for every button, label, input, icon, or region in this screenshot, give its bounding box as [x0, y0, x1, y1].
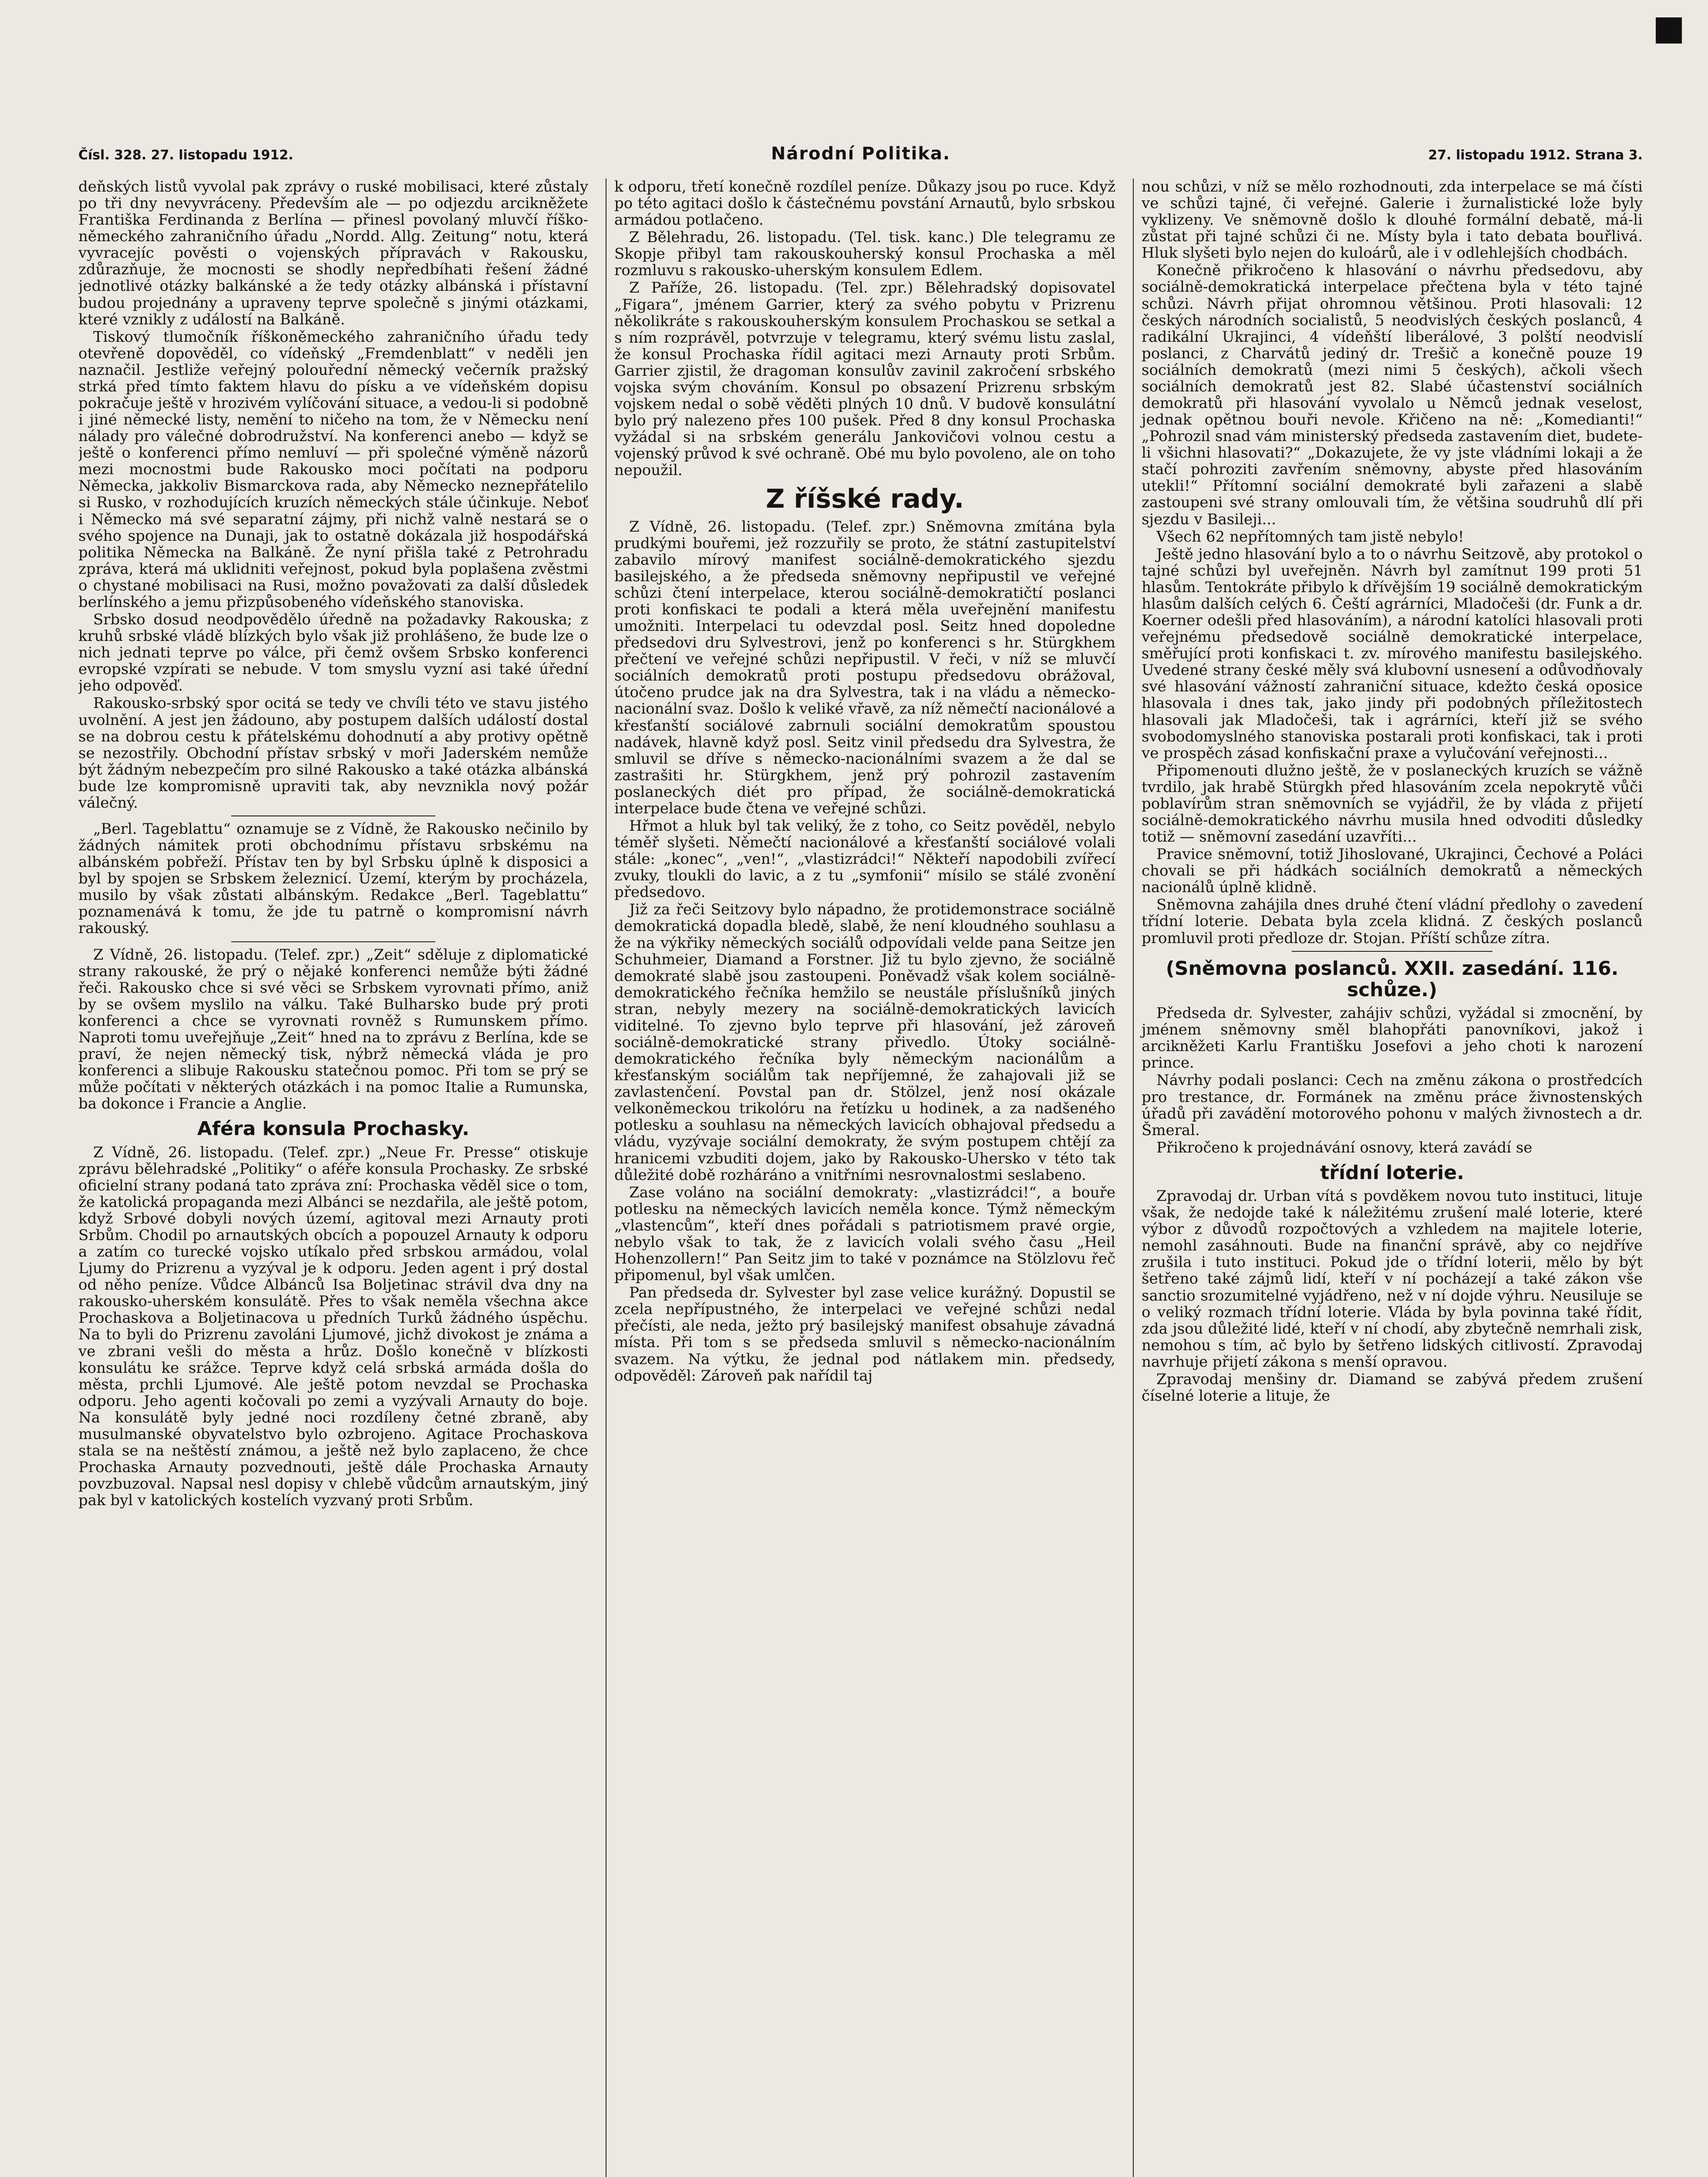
section-heading: třídní loterie. [1320, 1161, 1464, 1184]
paragraph: Zase voláno na sociální demokraty: „vlastizrádci!“, a bouře potlesku na německých lavicích neměla konce. Týmž německým „vlastencům“, kteří dnes pořádali s patriotismem pravé orgie, nebylo však to tak, že z lavicích volali svého času „Heil Hohenzollern!“ Pan Seitz jim to také v poznámce na Stölzlovu řeč připomenul, byl však umlčen. [614, 1183, 1115, 1284]
divider [231, 941, 435, 942]
masthead [78, 144, 1643, 174]
paragraph: Z Vídně, 26. listopadu. (Telef. zpr.) „Neue Fr. Presse“ otiskuje zprávu bělehradské „Politiky“ o aféře konsula Prochasky. Ze srbské oficielní strany podaná tato zpráva zní: Prochaska věděl sice o tom, že katolická propaganda mezi Albánci se nezdařila, ale ještě potom, když Srbové dobyli nových území, agitoval mezi Arnauty proti Srbům. Chodil po arnautských obcích a popouzel Arnauty k odporu a zatím co turecké vojsko utíkalo před srbskou armádou, volal Ljumy do Prizrenu a vyzýval je k odporu. Jeden agent i prý dostal od něho peníze. Vůdce Albánců Isa Boljetinac strávil dva dny na rakousko-uherském konsulátě. Přes to však neměla všechna akce Prochaskova a Boljetinacova u předních Turků žádného úspěchu. Na to byli do Prizrenu zavoláni Ljumové, jichž divokost je známa a ve zbrani vešli do města a hrůz. Došlo konečně v blízkosti konsulátu ke srážce. Teprve když celá srbská armáda došla do města, prchli Ljumové. Ale ještě potom nevzdal se Prochaska odporu. Jeho agenti kočovali po zemi a vyzývali Arnauty do boje. Na konsulátě byly jedné noci rozdíleny četné zbraně, aby musulmanské obyvatelstvo bylo ozbrojeno. Agitace Prochaskova stala se na neštěstí známou, a ještě než bylo zaplaceno, že chce Prochaska Arnauty pozvednouti, ještě dále Prochaska Arnauty povzbuzoval. Napsal nesl dopisy v chlebě vůdcům arnautským, jiný pak byl v katolických kostelích vyzvaný proti Srbům. [78, 1143, 588, 1510]
paragraph: Pravice sněmovní, totiž Jihoslované, Ukrajinci, Čechové a Poláci chovali se při hádkách sociálních demokratů a německých nacionálů úplně klidně. [1142, 846, 1643, 896]
paragraph: Předseda dr. Sylvester, zahájiv schůzi, vyžádal si zmocnění, by jménem sněmovny směl blahopřáti panovníkovi, jakož i arcikněžeti Karlu Františku Josefovi a jeho choti k narození prince. [1142, 1004, 1643, 1072]
paragraph: Z Vídně, 26. listopadu. (Telef. zpr.) Sněmovna zmítána byla prudkými bouřemi, jež rozzuřily se proto, že státní zastupitelství zabavilo mírový manifest sociálně-demokratického sjezdu basilejského, a že předseda sněmovny nepřipustil ve veřejné schůzi čtení interpelace, kterou sociálně-demokratičtí poslanci proti konfiskaci te podali a která měla uveřejnění manifestu umožniti. Interpelaci tu odevzdal posl. Seitz hned dopoledne předsedovi dru Sylvestrovi, jenž po konferenci s hr. Stürgkhem přečtení ve veřejné schůzi nepřipustil. V řeči, v níž se mluvčí sociálních demokratů proti postupu předsedovu obrážoval, útočeno prudce jak na dra Sylvestra, tak i na vládu a německo-nacionální svaz. Došlo k veliké vřavě, za níž němečtí nacionálové a křesťanští sociálové zabrnuli sociální demokratům spoustou nadávek, hlavně když posl. Seitz vinil předsedu dra Sylvestra, že smluvil se dříve s německo-nacionálními svazem a že dal se zastrašiti hr. Stürgkhem, jenž prý pohrozil zastavením poslaneckých diét pro případ, že sociálně-demokratická interpelace bude čtena ve veřejné schůzi. [614, 518, 1115, 817]
masthead-right: 27. listopadu 1912. Strana 3. [1428, 148, 1643, 163]
paragraph: Připomenouti dlužno ještě, že v poslaneckých kruzích se vážně tvrdilo, jak hrabě Stürgkh před hlasováním zcela nepokrytě vůči poblavírům stran sněmovních se vyjádřil, že by vláda z přijetí sociálně-demokratického návrhu musila hned odvoditi důsledky totiž — sněmovní zasedání uzavříti... [1142, 762, 1643, 846]
masthead-left: Čísl. 328. 27. listopadu 1912. [78, 148, 293, 163]
paragraph: Již za řeči Seitzovy bylo nápadno, že protidemonstrace sociálně demokratická dopadla bledě, slabě, že není kloudného souhlasu a že na výkřiky německých sociálů odpovídali velde pana Seitze jen Schuhmeier, Diamand a Forstner. Již tu bylo zjevno, že sociálně demokraté slabě jsou zastoupeni. Poněvadž však kolem sociálně-demokratického řečníka hemžilo se neustále příslušníků jiných stran, nebyly mezery na sociálně-demokratických lavicích viditelné. To zjevno bylo teprve při hlasování, jež zároveň sociálně-demokratické strany přivedlo. Útoky sociálně-demokratického řečníka byly německým nacionálům a křesťanským sociálům tak nepříjemné, že zahajovali již se zavlastenčení. Povstal pan dr. Stölzel, jenž nosí okázale velkoněmeckou trikolóru na řetízku u hodinek, a za nadšeného potlesku a souhlasu na německých lavicích obhajoval předsedu a vládu, vyzývaje sociální demokraty, že svým postupem chtějí za hranicemi vzbuditi dojem, jako by Rakousko-Uhersko v této tak důležité době rozháráno a vnitřními nesrovnalostmi seslabeno. [614, 901, 1115, 1184]
divider [1292, 951, 1492, 952]
section-heading: (Sněmovna poslanců. XXII. zasedání. 116. schůze.) [1166, 957, 1619, 1001]
paragraph: Z Bělehradu, 26. listopadu. (Tel. tisk. kanc.) Dle telegramu ze Skopje přibyl tam rakouskouherský konsul Prochaska a měl rozmluvu s rakousko-uherským konsulem Edlem. [614, 229, 1115, 280]
column-1 [78, 179, 588, 2177]
section-heading: Aféra konsula Prochasky. [197, 1118, 470, 1140]
paragraph: Rakousko-srbský spor ocitá se tedy ve chvíli této ve stavu jistého uvolnění. A jest jen žádouno, aby postupem dalších událostí dostal se na dobrou cestu k přátelskému dohodnutí a aby protivy opětně se nezostřily. Obchodní přístav srbský v moři Jaderském nemůže být žádným nebezpečím pro silné Rakousko a také otázka albánská bude lze kompromisně upraviti tak, aby nevznikla nový požár válečný. [78, 694, 588, 812]
paragraph: Srbsko dosud neodpovědělo úředně na požadavky Rakouska; z kruhů srbské vládě blízkých bylo však již prohlášeno, že bude lze o nich jednati teprve po válce, při čemž ovšem Srbsko konferenci evropské vzpírati se nebude. V tom smyslu vyzní asi také úřední jeho odpověď. [78, 611, 588, 695]
paragraph: Všech 62 nepřítomných tam jistě nebylo! [1156, 528, 1464, 546]
section-heading: Z říšské rady. [765, 484, 964, 515]
paragraph: Z Vídně, 26. listopadu. (Telef. zpr.) „Zeit“ sděluje z diplomatické strany rakouské, že prý o nějaké konferenci nemůže býti žádné řeči. Rakousko chce si své věci se Srbskem vyrovnati přímo, aniž by se ovšem myslilo na válku. Také Bulharsko bude prý proti konferenci a chce se vyrovnati rovněž s Rumunskem přímo. Naproti tomu uveřejňuje „Zeit“ hned na to zprávu z Berlína, kde se praví, že nejen německý tisk, nýbrž německá vláda je pro konferenci a slibuje Rakousku statečnou pomoc. Při tom se prý se může počítati v některých otázkách i na pomoc Italie a Rumunska, ba dokonce i Francie a Anglie. [78, 946, 588, 1113]
paragraph: „Berl. Tageblattu“ oznamuje se z Vídně, že Rakousko nečinilo by žádných námitek proti obchodnímu přístavu srbskému na albánském pobřeží. Přístav ten by byl Srbsku úplně k disposici a byl by spojen se Srbskem železnicí. Území, kterým by procházela, musilo by však zůstati albánským. Redakce „Berl. Tageblattu“ poznamenává k tomu, že jde tu patrně o kompromisní návrh rakouský. [78, 820, 588, 937]
article-columns [78, 179, 1643, 2177]
paragraph: nou schůzi, v níž se mělo rozhodnouti, zda interpelace se má čísti ve schůzi tajné, či veřejné. Galerie i žurnalistické lože byly vyklizeny. Ve sněmovně došlo k dlouhé formální debatě, má-li zůstat při tajné schůzi či ne. Místy byla i tato debata bouřlivá. Hluk slyšeti bylo nejen do kuloárů, ale i v odlehlejších chodbách. [1142, 179, 1643, 262]
column-3 [1133, 179, 1643, 2177]
paragraph: Hřmot a hluk byl tak veliký, že z toho, co Seitz pověděl, nebylo téměř slyšeti. Němečtí nacionálové a křesťanští sociálové volali stále: „konec“, „ven!“, „vlastizrádci!“ Někteří napodobili zvířecí zvuky, tloukli do lavic, a z tu „symfonii“ mísilo se stálé zvonění předsedovo. [614, 817, 1115, 901]
paragraph: deňských listů vyvolal pak zprávy o ruské mobilisaci, které zůstaly po tři dny nevyvráceny. Především ale — po odjezdu arcikněžete Františka Ferdinanda z Berlína — přinesl povolaný mluvčí říško-německého zahraničního úřadu „Nordd. Allg. Zeitung“ notu, která vyvracejíc pověsti o vojenských přípravách v Rakousku, zdůrazňuje, že mocnosti se shodly nepředbíhati řešení žádné jednotlivé otázky balkánské a že tedy otázky albánská i přístavní budou projednány a upraveny teprve společně s jinými otázkami, které vznikly z událostí na Balkáně. [78, 179, 588, 328]
paragraph: Pan předseda dr. Sylvester byl zase velice kurážný. Dopustil se zcela nepřípustného, že interpelaci ve veřejné schůzi nedal přečísti, ale neda, ježto prý basilejský manifest obsahuje závadná místa. Při tom s se předseda smluvil s německo-nacionálním svazem. Na výtku, že jednal pod nátlakem min. předsedy, odpověděl: Zároveň pak nařídil taj [614, 1284, 1115, 1385]
scan-corner-mark [1656, 17, 1682, 44]
paragraph: Z Paříže, 26. listopadu. (Tel. zpr.) Bělehradský dopisovatel „Figara“, jménem Garrier, který za svého pobytu v Prizrenu několikráte s rakouskouherským konsulem Prochaskou se setkal a s ním rozprávěl, potvrzuje v telegramu, který svému listu zaslal, že konsul Prochaska řídil agitaci mezi Arnauty proti Srbům. Garrier zjistil, že dragoman konsulův zavinil zakročení srbského vojska svým chováním. Konsul po obsazení Prizrenu srbským vojskem nedal o sobě věděti plných 10 dnů. V budově konsulátní bylo prý nalezeno přes 100 pušek. Před 8 dny konsul Prochaska vyžádal si na srbském generálu Jankovičovi volnou cestu a vojenský průvod k své ochraně. Obé mu bylo povoleno, ale on toho nepoužil. [614, 279, 1115, 479]
paragraph: Návrhy podali poslanci: Cech na změnu zákona o prostředcích pro trestance, dr. Formánek na změnu práce živnostenských úřadů při zavádění motorového pohonu v malých živnostech a dr. Šmeral. [1142, 1072, 1643, 1139]
paragraph: Ještě jedno hlasování bylo a to o návrhu Seitzově, aby protokol o tajné schůzi byl uveřejněn. Návrh byl zamítnut 199 proti 51 hlasům. Tentokráte přibylo k dřívějším 19 sociálně demokratickým hlasům dalších celých 6. Čeští agrárníci, Mladočeši (dr. Funk a dr. Koerner odešli před hlasováním), a národní katolíci hlasovali proti veřejnému předsedově sociálně demokratické interpelace, směřující proti konfiskaci t. zv. mírového manifestu basilejského. Uvedené strany české měly svá klubovní usnesení a odůvodňovaly své hlasování vážností zahraniční situace, kdežto česká oposice hlasovala i dnes tak, jako jindy při podobných příležitostech hlasovali jak Mladočeši, tak i agrárníci, kteří již se svého svobodomyslného stanoviska postarali proti konfiskaci, tak i proti ve prospěch zásad konfiskační praxe a vylučování veřejnosti... [1142, 545, 1643, 762]
paragraph: Tiskový tlumočník říškoněmeckého zahraničního úřadu tedy otevřeně dopověděl, co vídeňský „Fremdenblatt“ v neděli jen naznačil. Jestliže veřejný polouřední německý večerník pražský strká před tímto faktem hlavu do písku a ve vídeňském dopisu pokračuje ještě v hrozivém vylíčování situace, a vedou-li si podobně i jiné německé listy, nemění to ničeho na tom, že v Německu není nálady pro válečné dobrodružství. Na konferenci anebo — když se ještě o konferenci přímo nemluví — při společné výměně názorů mezi mocnostmi bude Rakousko moci počítati na podporu Německa, jakkoliv Bismarckova rada, aby Německo neznepřátelilo si Rusko, v rozhodujících kruzích německých stále účinkuje. Neboť i Německo má své separatní zájmy, při nichž valně nestará se o svého spojence na Dunaji, jak to ostatně dokázala již hospodářská politika Německa na Balkáně. Že nyní přišla také z Petrohradu zpráva, která má uklidniti veřejnost, pokud byla poplašena zvěstmi o chystané mobilisaci na Rusi, možno považovati za další důsledek berlínského a jemu přizpůsobeného vídeňského stanoviska. [78, 328, 588, 611]
masthead-title: Národní Politika. [771, 144, 951, 164]
paragraph: Konečně přikročeno k hlasování o návrhu předsedovu, aby sociálně-demokratická interpelace přečtena byla v této tajné schůzi. Návrh přijat ohromnou většinou. Proti hlasovali: 12 českých národních socialistů, 5 neodvislých českých poslanců, 4 radikální Ukrajinci, 4 vídeňští liberálové, 3 polští neodvislí poslanci, z Charvátů jediný dr. Trešič a konečně pouze 19 sociálních demokratů (mezi nimi 5 českých), ačkoli všech sociálních demokratů jest 82. Slabé účastenství sociálních demokratů při hlasování vyvolalo u Němců jednak veselost, jednak opětnou bouři nevole. Křičeno na ně: „Komedianti!“ „Pohrozil snad vám ministerský předseda zastavením diet, budete-li všichni hlasovati?“ „Dokazujete, že vy jste vládními lokaji a že stačí pohroziti zavřením sněmovny, abyste před hlasováním utekli!“ Přítomní sociální demokraté byli zařazeni a slabě zastoupeni své strany omlouvali tím, že většina soudruhů dlí při sjezdu v Basileji... [1142, 262, 1643, 528]
paragraph: Sněmovna zahájila dnes druhé čtení vládní předlohy o zavedení třídní loterie. Debata byla zcela klidná. Z českých poslanců promluvil proti předloze dr. Stojan. Příští schůze zítra. [1142, 896, 1643, 947]
column-2 [606, 179, 1115, 2177]
paragraph: Zpravodaj dr. Urban vítá s povděkem novou tuto instituci, lituje však, že nedojde také k náležitému zrušení malé loterie, které výbor z důvodů rozpočtových a vzhledem na majitele loterie, nemohl zasáhnouti. Bude na finanční správě, aby co nejdříve zrušila i tuto instituci. Pokud jde o třídní loterii, mělo by být šetřeno také zájmů lidí, kteří v ní pocházejí a také zákon vše sanctio srozumitelné vyjádřeno, než v ní dojde výhru. Neusiluje se o veliký rozmach třídní loterie. Vláda by byla povinna také řídit, zda jsou důležité lidé, kteří v ní chodí, aby zbytečně nemrhali zisk, nemohou s tím, ač bylo by šetřeno lidských citlivostí. Zpravodaj navrhuje přijetí zákona s menší opravou. [1142, 1187, 1643, 1371]
paragraph: Přikročeno k projednávání osnovy, která zavádí se [1156, 1139, 1533, 1156]
paragraph: k odporu, třetí konečně rozdílel peníze. Důkazy jsou po ruce. Když po této agitaci došlo k částečnému povstání Arnautů, bylo srbskou armádou potlačeno. [614, 179, 1115, 229]
paragraph: Zpravodaj menšiny dr. Diamand se zabývá předem zrušení číselné loterie a lituje, že [1142, 1370, 1643, 1405]
